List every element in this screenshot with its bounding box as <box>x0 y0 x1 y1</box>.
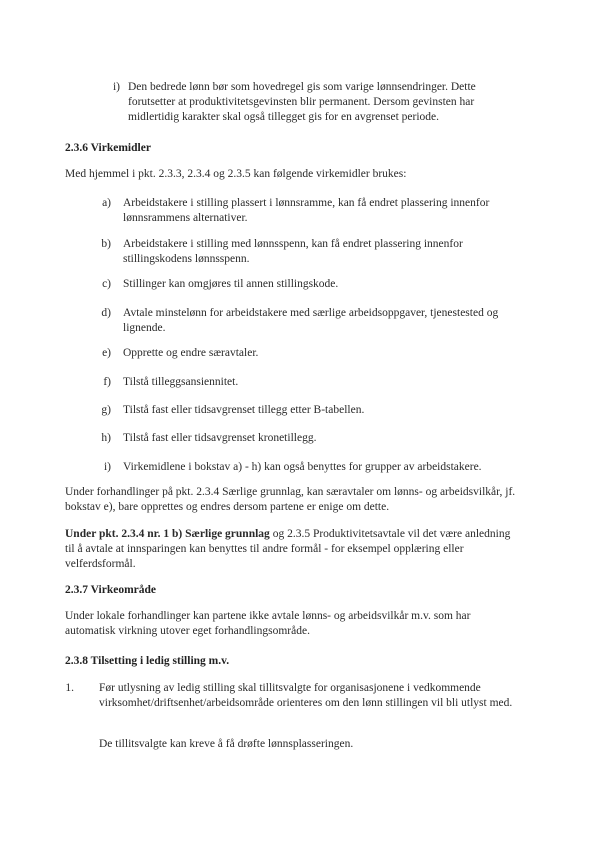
item-label: c) <box>102 278 111 290</box>
item-text: Tilstå fast eller tidsavgrenset tillegg etter B-tabellen. <box>123 404 365 416</box>
item-label: 1. <box>65 682 74 694</box>
section-heading-237: 2.3.7 Virkeområde <box>65 584 157 596</box>
section-heading-238: 2.3.8 Tilsetting i ledig stilling m.v. <box>65 655 230 667</box>
item-label: i) <box>103 461 111 473</box>
item-text: Tilstå tilleggsansiennitet. <box>123 376 239 388</box>
paragraph: Under lokale forhandlinger kan partene ikke avtale lønns- og arbeidsvilkår m.v. som har automatisk virkning utover eget forhandlingsområde. <box>65 610 471 637</box>
item-label: g) <box>101 404 111 416</box>
item-text: Arbeidstakere i stilling plassert i lønnsramme, kan få endret plassering innenfor lønnsrammens alternativer. <box>123 197 490 224</box>
item-text: Arbeidstakere i stilling med lønnsspenn, kan få endret plassering innenfor stillingskodens lønnsspenn. <box>123 238 463 265</box>
item-label: a) <box>102 197 111 209</box>
item-label: h) <box>101 432 111 444</box>
item-text: Den bedrede lønn bør som hovedregel gis som varige lønnsendringer. Dette forutsetter at produktivitetsgevinsten blir permanent. Dersom gevinsten har midlertidig karakter skal også tillegget gis for en avgrenset periode. <box>128 81 476 123</box>
section-intro: Med hjemmel i pkt. 2.3.3, 2.3.4 og 2.3.5 kan følgende virkemidler brukes: <box>65 168 407 180</box>
paragraph: De tillitsvalgte kan kreve å få drøfte lønnsplasseringen. <box>99 738 354 750</box>
item-text: Virkemidlene i bokstav a) - h) kan også benyttes for grupper av arbeidstakere. <box>123 461 482 473</box>
paragraph: Under forhandlinger på pkt. 2.3.4 Særlige grunnlag, kan særavtaler om lønns- og arbeidsvilkår, jf. bokstav e), bare opprettes og endres dersom partene er enige om dette. <box>65 486 516 513</box>
item-text: Stillinger kan omgjøres til annen stillingskode. <box>123 278 339 290</box>
section-heading-236: 2.3.6 Virkemidler <box>65 142 151 154</box>
item-text: Avtale minstelønn for arbeidstakere med særlige arbeidsoppgaver, tjenestested og lignende. <box>123 307 499 334</box>
item-text: Opprette og endre særavtaler. <box>123 347 259 359</box>
item-text: Før utlysning av ledig stilling skal tillitsvalgte for organisasjonene i vedkommende virksomhet/driftsenhet/arbeidsområde orienteres om den lønn stillingen vil bli utlyst med. <box>99 682 513 709</box>
paragraph-bold-lead: Under pkt. 2.3.4 nr. 1 b) Særlige grunnlag <box>65 528 270 540</box>
item-label: e) <box>102 347 111 359</box>
paragraph <box>65 527 520 572</box>
paragraph-rest: og 2.3.5 Produktivitetsavtale vil det være anledning til å avtale at innsparingen kan benyttes til andre formål - for eksempel opplæring eller velferdsformål. <box>65 528 511 570</box>
item-label: i) <box>112 81 120 93</box>
item-text: Tilstå fast eller tidsavgrenset kronetillegg. <box>123 432 317 444</box>
item-label: b) <box>101 238 111 250</box>
item-label: d) <box>101 307 111 319</box>
item-label: f) <box>103 376 111 388</box>
